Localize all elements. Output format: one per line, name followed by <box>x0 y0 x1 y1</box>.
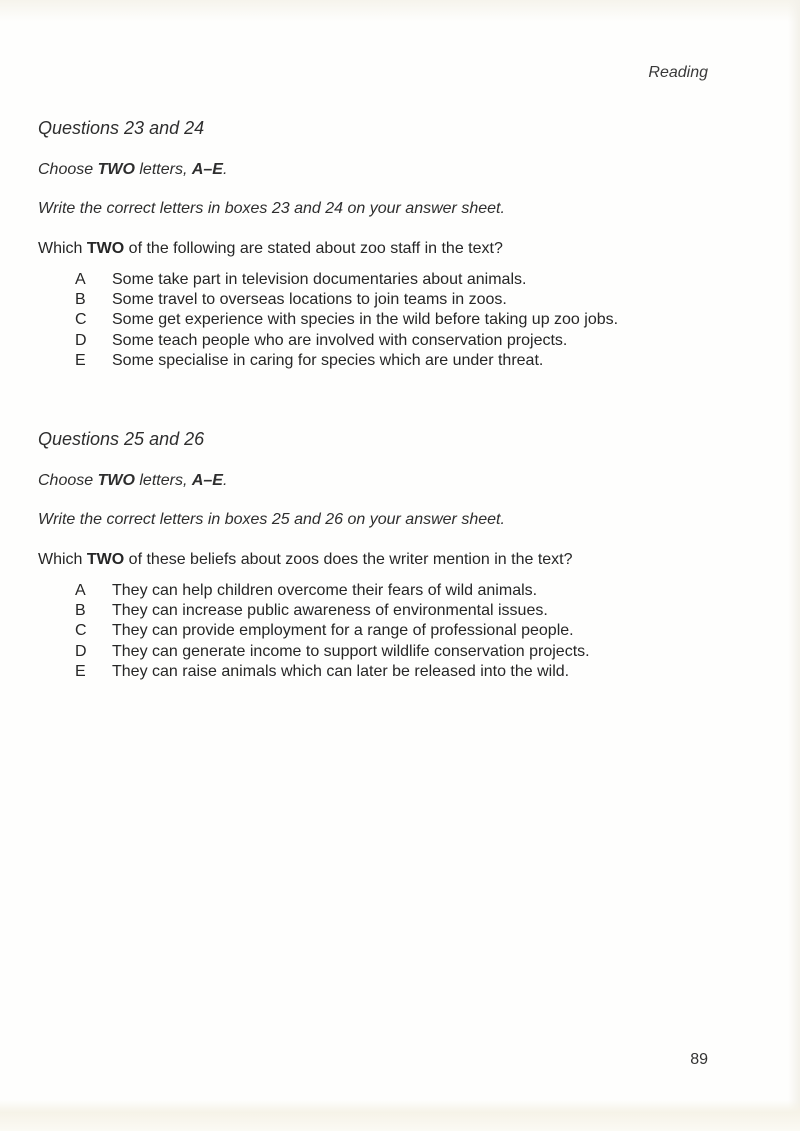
option-e <box>75 351 715 371</box>
option-text: They can generate income to support wildlife conservation projects. <box>112 642 590 660</box>
section-heading: Questions 23 and 24 <box>38 118 205 138</box>
running-head: Reading <box>648 64 708 81</box>
instruction-write: Write the correct letters in boxes 23 and 24 on your answer sheet. <box>38 200 505 217</box>
options-list <box>75 581 715 682</box>
option-letter: E <box>75 662 86 680</box>
option-text: Some specialise in caring for species which are under threat. <box>112 351 544 369</box>
option-text: Some take part in television documentaries about animals. <box>112 271 527 289</box>
option-d <box>75 642 715 662</box>
option-text: Some teach people who are involved with conservation projects. <box>112 331 568 349</box>
option-text: Some get experience with species in the wild before taking up zoo jobs. <box>112 311 619 329</box>
option-a <box>75 581 715 601</box>
option-text: They can help children overcome their fears of wild animals. <box>112 582 538 600</box>
option-letter: B <box>75 291 86 309</box>
option-b <box>75 290 715 310</box>
option-letter: E <box>75 351 86 369</box>
option-letter: C <box>75 311 87 329</box>
option-c <box>75 621 715 641</box>
page-number: 89 <box>690 1051 708 1068</box>
option-text: They can increase public awareness of environmental issues. <box>112 602 548 620</box>
option-text: They can provide employment for a range of professional people. <box>112 622 574 640</box>
scan-shadow-top <box>0 0 800 22</box>
option-letter: C <box>75 622 87 640</box>
option-d <box>75 331 715 351</box>
instruction-choose: Choose TWO letters, A–E. <box>38 161 228 178</box>
options-list <box>75 270 715 371</box>
instruction-choose: Choose TWO letters, A–E. <box>38 472 228 489</box>
option-letter: A <box>75 271 86 289</box>
section-heading: Questions 25 and 26 <box>38 429 205 449</box>
option-e <box>75 662 715 682</box>
instruction-write: Write the correct letters in boxes 25 and 26 on your answer sheet. <box>38 511 505 528</box>
question-stem: Which TWO of the following are stated about zoo staff in the text? <box>38 240 503 257</box>
option-letter: D <box>75 331 87 349</box>
option-text: Some travel to overseas locations to join teams in zoos. <box>112 291 507 309</box>
option-c <box>75 310 715 330</box>
option-letter: A <box>75 582 86 600</box>
option-b <box>75 601 715 621</box>
scan-shadow-bottom <box>0 1100 800 1131</box>
option-text: They can raise animals which can later be released into the wild. <box>112 662 570 680</box>
scan-shadow-right <box>788 0 800 1131</box>
option-a <box>75 270 715 290</box>
option-letter: B <box>75 602 86 620</box>
question-stem: Which TWO of these beliefs about zoos does the writer mention in the text? <box>38 551 573 568</box>
option-letter: D <box>75 642 87 660</box>
